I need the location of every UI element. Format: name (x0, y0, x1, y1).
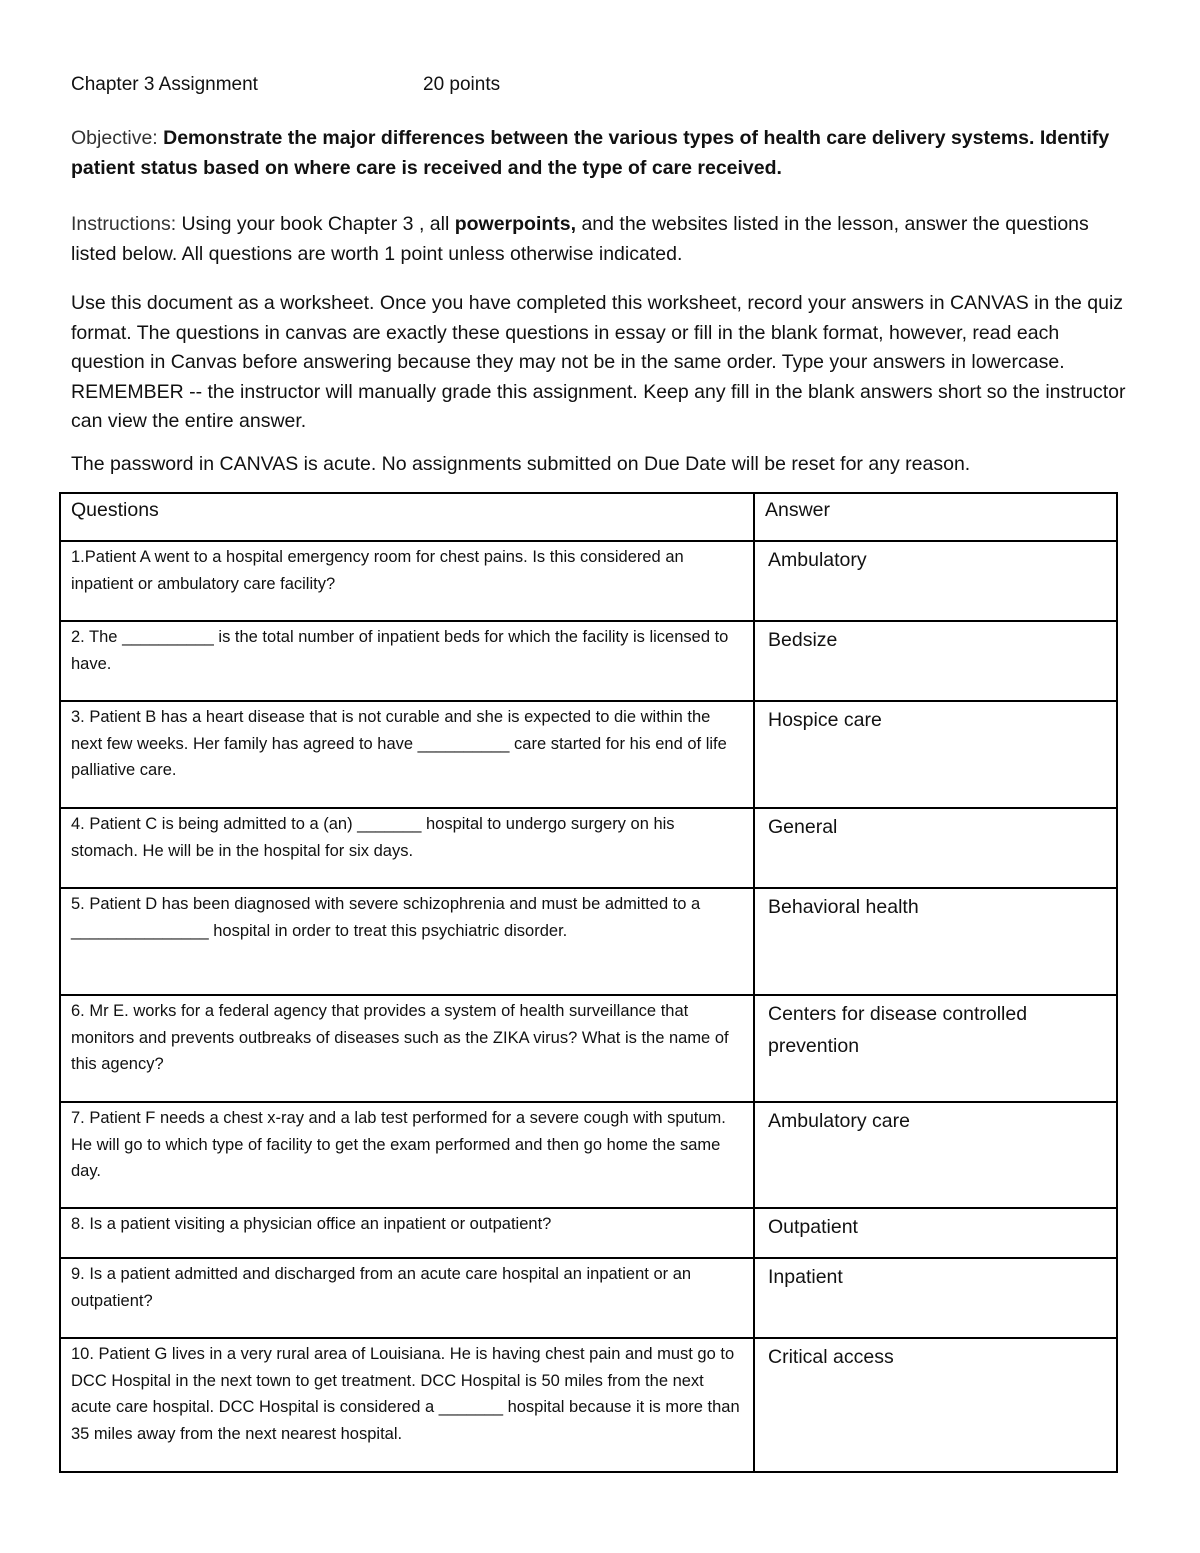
table-row (60, 1258, 1117, 1338)
chapter-title: Chapter 3 Assignment (71, 74, 258, 95)
question-cell: 9. Is a patient admitted and discharged from an acute care hospital an inpatient or an outpatient? (60, 1258, 754, 1338)
questions-table (59, 492, 1118, 1473)
answer-header: Answer (754, 493, 1117, 541)
question-cell: 7. Patient F needs a chest x-ray and a lab test performed for a severe cough with sputum. He will go to which type of facility to get the exam performed and then go home the same day. (60, 1102, 754, 1208)
table-row (60, 1102, 1117, 1208)
answer-cell: Ambulatory (754, 541, 1117, 621)
answer-cell: Hospice care (754, 701, 1117, 808)
question-cell: 2. The __________ is the total number of inpatient beds for which the facility is licensed to have. (60, 621, 754, 701)
answer-cell: Centers for disease controlled prevention (754, 995, 1117, 1102)
answer-cell: Ambulatory care (754, 1102, 1117, 1208)
answer-cell: Behavioral health (754, 888, 1117, 995)
table-row (60, 701, 1117, 808)
table-row (60, 1338, 1117, 1472)
questions-header: Questions (60, 493, 754, 541)
question-cell: 6. Mr E. works for a federal agency that provides a system of health surveillance that monitors and prevents outbreaks of diseases such as the ZIKA virus? What is the name of this agency? (60, 995, 754, 1102)
table-row (60, 888, 1117, 995)
answer-cell: Critical access (754, 1338, 1117, 1472)
table-row (60, 621, 1117, 701)
assignment-title (71, 74, 501, 96)
use-document-paragraph: Use this document as a worksheet. Once you have completed this worksheet, record your answers in CANVAS in the quiz format. The questions in canvas are exactly these questions in essay or fill in the blank format, however, read each question in Canvas before answering because they may not be in the same order. Type your answers in lowercase. REMEMBER -- the instructor will manually grade this assignment. Keep any fill in the blank answers short so the instructor can view the entire answer. (71, 292, 1126, 432)
points-value: 20 points (423, 74, 501, 95)
table-row (60, 1208, 1117, 1258)
answer-cell: General (754, 808, 1117, 888)
instructions-label: Instructions: (71, 213, 177, 235)
objective-label: Objective: (71, 127, 158, 149)
table-row (60, 541, 1117, 621)
instructions-bold-word: powerpoints, (454, 213, 577, 235)
table-row (60, 808, 1117, 888)
instructions-text-before: Using your book Chapter 3 , all (176, 213, 455, 235)
answer-cell: Outpatient (754, 1208, 1117, 1258)
instructions-text-after: and the websites listed in the lesson, answer the questions listed below. All questions are worth 1 point unless otherwise indicated. (71, 213, 1089, 265)
table-header-row (60, 493, 1117, 541)
question-cell: 4. Patient C is being admitted to a (an) _______ hospital to undergo surgery on his stomach. He will be in the hospital for six days. (60, 808, 754, 888)
question-cell: 5. Patient D has been diagnosed with severe schizophrenia and must be admitted to a _______________ hospital in order to treat this psychiatric disorder. (60, 888, 754, 995)
question-cell: 10. Patient G lives in a very rural area of Louisiana. He is having chest pain and must go to DCC Hospital in the next town to get treatment. DCC Hospital is 50 miles from the next acute care hospital. DCC Hospital is considered a _______ hospital because it is more than 35 miles away from the next nearest hospital. (60, 1338, 754, 1472)
objective-paragraph (71, 124, 1131, 183)
table-row (60, 995, 1117, 1102)
password-paragraph: The password in CANVAS is acute. No assignments submitted on Due Date will be reset for any reason. (71, 453, 971, 475)
objective-text: Demonstrate the major differences between the various types of health care delivery systems. Identify patient status based on where care is received and the type of care received. (71, 127, 1110, 179)
question-cell: 8. Is a patient visiting a physician office an inpatient or outpatient? (60, 1208, 754, 1258)
question-cell: 1.Patient A went to a hospital emergency room for chest pains. Is this considered an inpatient or ambulatory care facility? (60, 541, 754, 621)
answer-cell: Inpatient (754, 1258, 1117, 1338)
instructions-paragraph (71, 210, 1131, 269)
answer-cell: Bedsize (754, 621, 1117, 701)
question-cell: 3. Patient B has a heart disease that is not curable and she is expected to die within the next few weeks. Her family has agreed to have __________ care started for his end of life palliative care. (60, 701, 754, 808)
